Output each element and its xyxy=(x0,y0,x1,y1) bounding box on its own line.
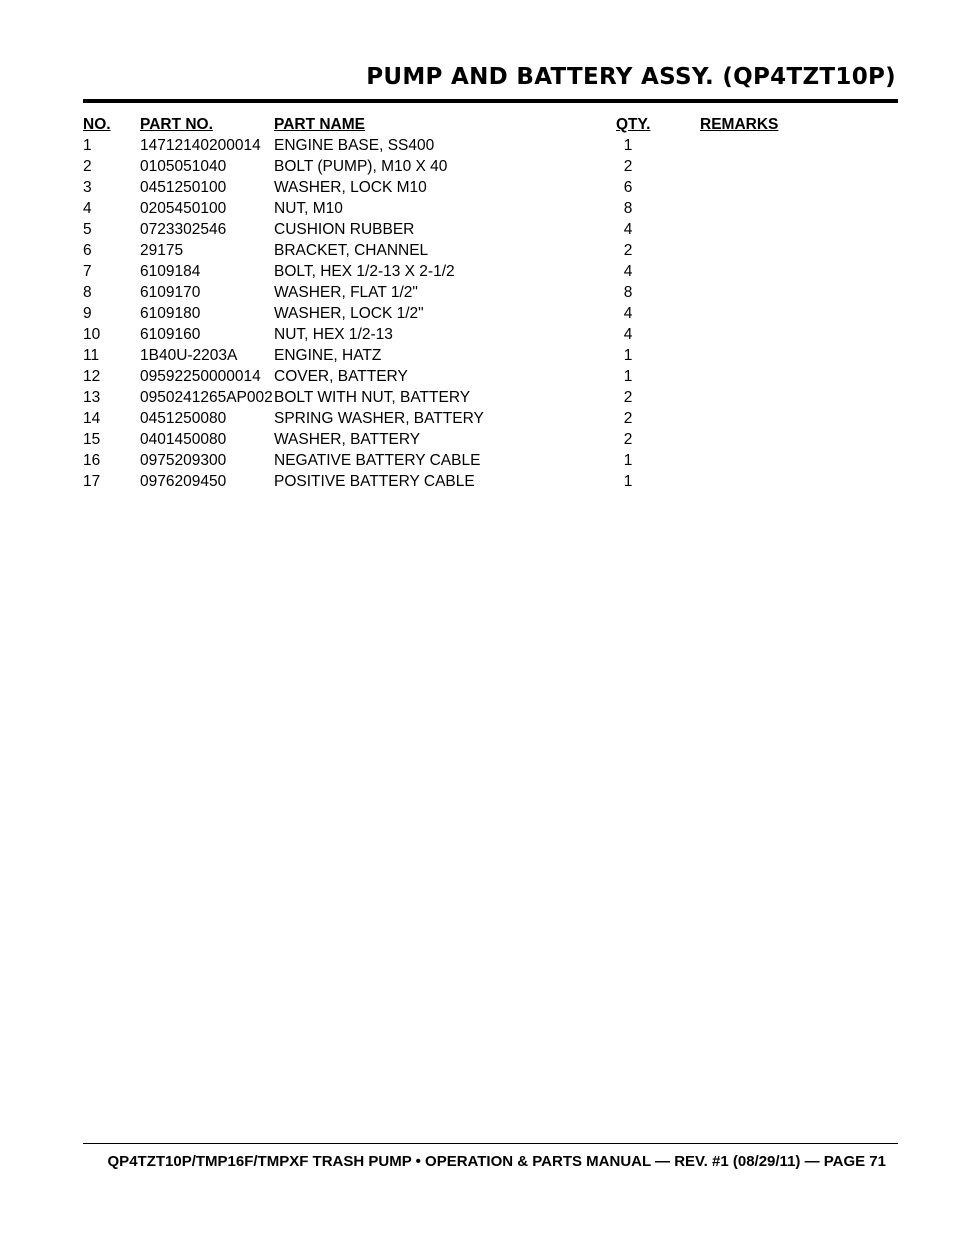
cell-qty xyxy=(616,471,700,492)
cell-qty xyxy=(616,282,700,303)
cell-remarks xyxy=(700,198,820,219)
cell-qty-value: 1 xyxy=(623,367,633,385)
cell-qty-value: 4 xyxy=(623,262,633,280)
cell-qty-value: 2 xyxy=(623,388,633,406)
cell-qty xyxy=(616,240,700,261)
cell-remarks xyxy=(700,156,820,177)
table-row xyxy=(83,219,820,240)
cell-part-no: 6109184 xyxy=(140,262,201,280)
cell-part-no: 0401450080 xyxy=(140,430,227,448)
cell-qty xyxy=(616,345,700,366)
cell-qty-value: 1 xyxy=(623,472,633,490)
cell-no: 8 xyxy=(83,283,92,301)
cell-part-no: 1B40U-2203A xyxy=(140,346,238,364)
cell-no: 12 xyxy=(83,367,101,385)
cell-part-name: POSITIVE BATTERY CABLE xyxy=(274,472,475,490)
cell-part-name: ENGINE, HATZ xyxy=(274,346,382,364)
column-header-remarks: REMARKS xyxy=(700,115,779,133)
table-row xyxy=(83,177,820,198)
cell-no: 10 xyxy=(83,325,101,343)
cell-part-no: 0105051040 xyxy=(140,157,227,175)
cell-no: 1 xyxy=(83,136,92,154)
cell-no: 4 xyxy=(83,199,92,217)
cell-qty xyxy=(616,387,700,408)
cell-part-name: BRACKET, CHANNEL xyxy=(274,241,429,259)
cell-part-no: 0976209450 xyxy=(140,472,227,490)
cell-no: 3 xyxy=(83,178,92,196)
cell-qty xyxy=(616,177,700,198)
cell-qty xyxy=(616,429,700,450)
parts-table-header xyxy=(83,114,820,135)
cell-part-no: 0723302546 xyxy=(140,220,227,238)
cell-remarks xyxy=(700,219,820,240)
cell-qty xyxy=(616,366,700,387)
cell-part-no: 09592250000014 xyxy=(140,367,261,385)
cell-no: 2 xyxy=(83,157,92,175)
cell-part-name: WASHER, BATTERY xyxy=(274,430,421,448)
cell-remarks xyxy=(700,345,820,366)
cell-qty-value: 1 xyxy=(623,346,633,364)
cell-qty xyxy=(616,156,700,177)
cell-qty-value: 4 xyxy=(623,325,633,343)
cell-part-name: BOLT WITH NUT, BATTERY xyxy=(274,388,471,406)
cell-qty-value: 4 xyxy=(623,220,633,238)
footer-divider xyxy=(83,1143,898,1144)
cell-no: 17 xyxy=(83,472,101,490)
cell-no: 9 xyxy=(83,304,92,322)
cell-part-no: 6109160 xyxy=(140,325,201,343)
table-row xyxy=(83,324,820,345)
cell-part-no: 0451250100 xyxy=(140,178,227,196)
cell-remarks xyxy=(700,324,820,345)
cell-part-no: 0950241265AP002 xyxy=(140,388,273,406)
cell-no: 13 xyxy=(83,388,101,406)
cell-part-no: 29175 xyxy=(140,241,184,259)
parts-table xyxy=(83,114,820,492)
table-row xyxy=(83,429,820,450)
cell-qty-value: 2 xyxy=(623,157,633,175)
cell-qty xyxy=(616,450,700,471)
cell-qty xyxy=(616,408,700,429)
cell-part-name: NUT, M10 xyxy=(274,199,343,217)
cell-part-name: NEGATIVE BATTERY CABLE xyxy=(274,451,481,469)
cell-remarks xyxy=(700,387,820,408)
table-row xyxy=(83,135,820,156)
table-row xyxy=(83,471,820,492)
cell-qty xyxy=(616,303,700,324)
cell-part-name: COVER, BATTERY xyxy=(274,367,408,385)
cell-part-name: WASHER, LOCK 1/2" xyxy=(274,304,424,322)
cell-no: 16 xyxy=(83,451,101,469)
table-row xyxy=(83,345,820,366)
parts-table-body xyxy=(83,135,820,492)
cell-part-no: 0975209300 xyxy=(140,451,227,469)
cell-remarks xyxy=(700,303,820,324)
table-row xyxy=(83,198,820,219)
table-row xyxy=(83,303,820,324)
cell-no: 5 xyxy=(83,220,92,238)
cell-part-no: 0205450100 xyxy=(140,199,227,217)
table-row xyxy=(83,387,820,408)
cell-no: 15 xyxy=(83,430,101,448)
cell-part-no: 0451250080 xyxy=(140,409,227,427)
cell-part-name: SPRING WASHER, BATTERY xyxy=(274,409,484,427)
table-row xyxy=(83,450,820,471)
cell-remarks xyxy=(700,471,820,492)
cell-part-no: 6109170 xyxy=(140,283,201,301)
cell-part-name: WASHER, LOCK M10 xyxy=(274,178,427,196)
table-row xyxy=(83,261,820,282)
title-divider xyxy=(83,99,898,103)
table-row xyxy=(83,156,820,177)
cell-remarks xyxy=(700,429,820,450)
cell-remarks xyxy=(700,282,820,303)
cell-part-no: 6109180 xyxy=(140,304,201,322)
cell-qty-value: 8 xyxy=(623,199,633,217)
table-row xyxy=(83,240,820,261)
cell-qty-value: 6 xyxy=(623,178,633,196)
cell-part-no: 14712140200014 xyxy=(140,136,261,154)
table-row xyxy=(83,366,820,387)
cell-qty-value: 8 xyxy=(623,283,633,301)
cell-qty xyxy=(616,219,700,240)
column-header-no: NO. xyxy=(83,115,111,133)
cell-part-name: WASHER, FLAT 1/2" xyxy=(274,283,418,301)
cell-part-name: NUT, HEX 1/2-13 xyxy=(274,325,393,343)
cell-remarks xyxy=(700,177,820,198)
cell-qty xyxy=(616,135,700,156)
page-title: PUMP AND BATTERY ASSY. (QP4TZT10P) xyxy=(366,64,896,90)
cell-qty xyxy=(616,261,700,282)
cell-remarks xyxy=(700,408,820,429)
cell-qty-value: 4 xyxy=(623,304,633,322)
cell-qty-value: 1 xyxy=(623,451,633,469)
cell-qty xyxy=(616,324,700,345)
cell-no: 11 xyxy=(83,346,100,364)
column-header-part-name: PART NAME xyxy=(274,115,365,133)
column-header-part-no: PART NO. xyxy=(140,115,213,133)
cell-qty-value: 1 xyxy=(623,136,633,154)
cell-remarks xyxy=(700,240,820,261)
cell-part-name: ENGINE BASE, SS400 xyxy=(274,136,435,154)
cell-no: 14 xyxy=(83,409,101,427)
cell-no: 7 xyxy=(83,262,92,280)
table-row xyxy=(83,408,820,429)
footer-text: QP4TZT10P/TMP16F/TMPXF TRASH PUMP • OPERATION & PARTS MANUAL — REV. #1 (08/29/11) — PAGE 71 xyxy=(107,1153,886,1170)
table-row xyxy=(83,282,820,303)
cell-qty xyxy=(616,198,700,219)
cell-part-name: CUSHION RUBBER xyxy=(274,220,415,238)
cell-qty-value: 2 xyxy=(623,409,633,427)
cell-remarks xyxy=(700,450,820,471)
cell-remarks xyxy=(700,366,820,387)
cell-remarks xyxy=(700,261,820,282)
column-header-qty: QTY. xyxy=(616,115,651,133)
cell-part-name: BOLT (PUMP), M10 X 40 xyxy=(274,157,448,175)
cell-no: 6 xyxy=(83,241,92,259)
cell-qty-value: 2 xyxy=(623,241,633,259)
cell-remarks xyxy=(700,135,820,156)
cell-part-name: BOLT, HEX 1/2-13 X 2-1/2 xyxy=(274,262,455,280)
cell-qty-value: 2 xyxy=(623,430,633,448)
